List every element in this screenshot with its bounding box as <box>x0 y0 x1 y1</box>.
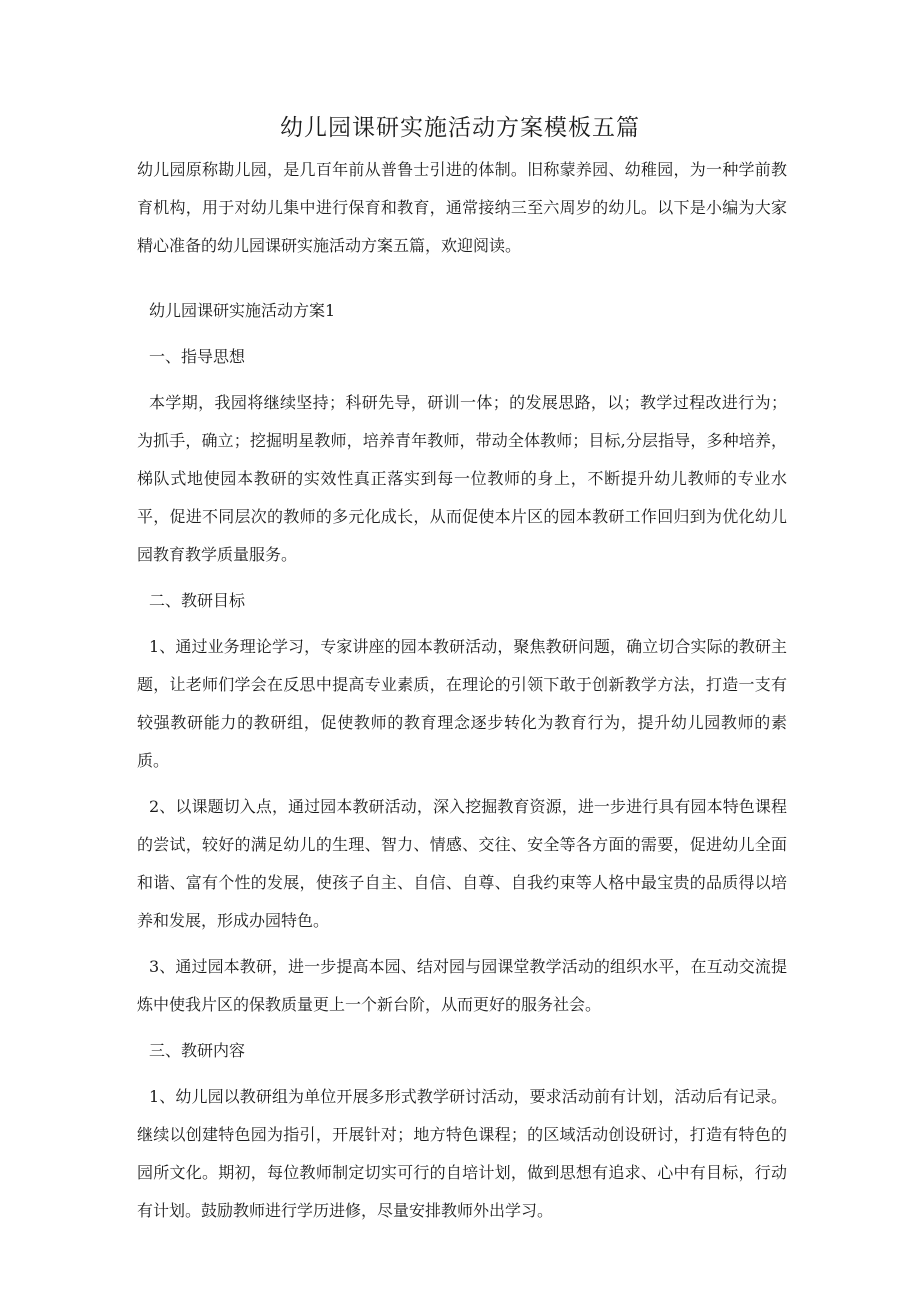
paragraph-content-1: 1、幼儿园以教研组为单位开展多形式教学研讨活动，要求活动前有计划，活动后有记录。继续以创建特色园为指引，开展针对；地方特色课程；的区域活动创设研讨，打造有特色的园所文化。期初，每位教师制定切实可行的自培计划，做到思想有追求、心中有目标，行动有计划。鼓励教师进行学历进修，尽量安排教师外出学习。 <box>137 1087 787 1220</box>
document-title: 幼儿园课研实施活动方案模板五篇 <box>280 115 640 141</box>
intro-paragraph: 幼儿园原称勘儿园，是几百年前从普鲁士引进的体制。旧称蒙养园、幼稚园，为一种学前教育机构，用于对幼儿集中进行保育和教育，通常接纳三至六周岁的幼儿。以下是小编为大家精心准备的幼儿园课研实施活动方案五篇，欢迎阅读。 <box>137 160 787 255</box>
paragraph-goal-1: 1、通过业务理论学习，专家讲座的园本教研活动，聚焦教研问题，确立切合实际的教研主题，让老师们学会在反思中提高专业素质，在理论的引领下敢于创新教学方法，打造一支有较强教研能力的教研组，促使教师的教育理念逐步转化为教育行为，提升幼儿园教师的素质。 <box>137 637 787 770</box>
paragraph-goal-3: 3、通过园本教研，进一步提高本园、结对园与园课堂教学活动的组织水平，在互动交流提炼中使我片区的保教质量更上一个新台阶，从而更好的服务社会。 <box>137 957 787 1014</box>
paragraph-guiding-ideology: 本学期，我园将继续坚持；科研先导，研训一体；的发展思路，以；教学过程改进行为；为抓手，确立；挖掘明星教师，培养青年教师，带动全体教师；目标,分层指导，多种培养，梯队式地使园本教研的实效性真正落实到每一位教师的身上，不断提升幼儿教师的专业水平，促进不同层次的教师的多元化成长，从而促使本片区的园本教研工作回归到为优化幼儿园教育教学质量服务。 <box>137 393 787 564</box>
section-title: 幼儿园课研实施活动方案1 <box>149 301 336 320</box>
document-body <box>137 292 787 1238</box>
heading-guiding-ideology: 一、指导思想 <box>149 347 246 366</box>
heading-research-goals: 二、教研目标 <box>149 591 246 610</box>
paragraph-goal-2: 2、以课题切入点，通过园本教研活动，深入挖掘教育资源，进一步进行具有园本特色课程的尝试，较好的满足幼儿的生理、智力、情感、交往、安全等各方面的需要，促进幼儿全面和谐、富有个性的发展，使孩子自主、自信、自尊、自我约束等人格中最宝贵的品质得以培养和发展，形成办园特色。 <box>137 797 787 930</box>
heading-research-content: 三、教研内容 <box>149 1041 246 1060</box>
